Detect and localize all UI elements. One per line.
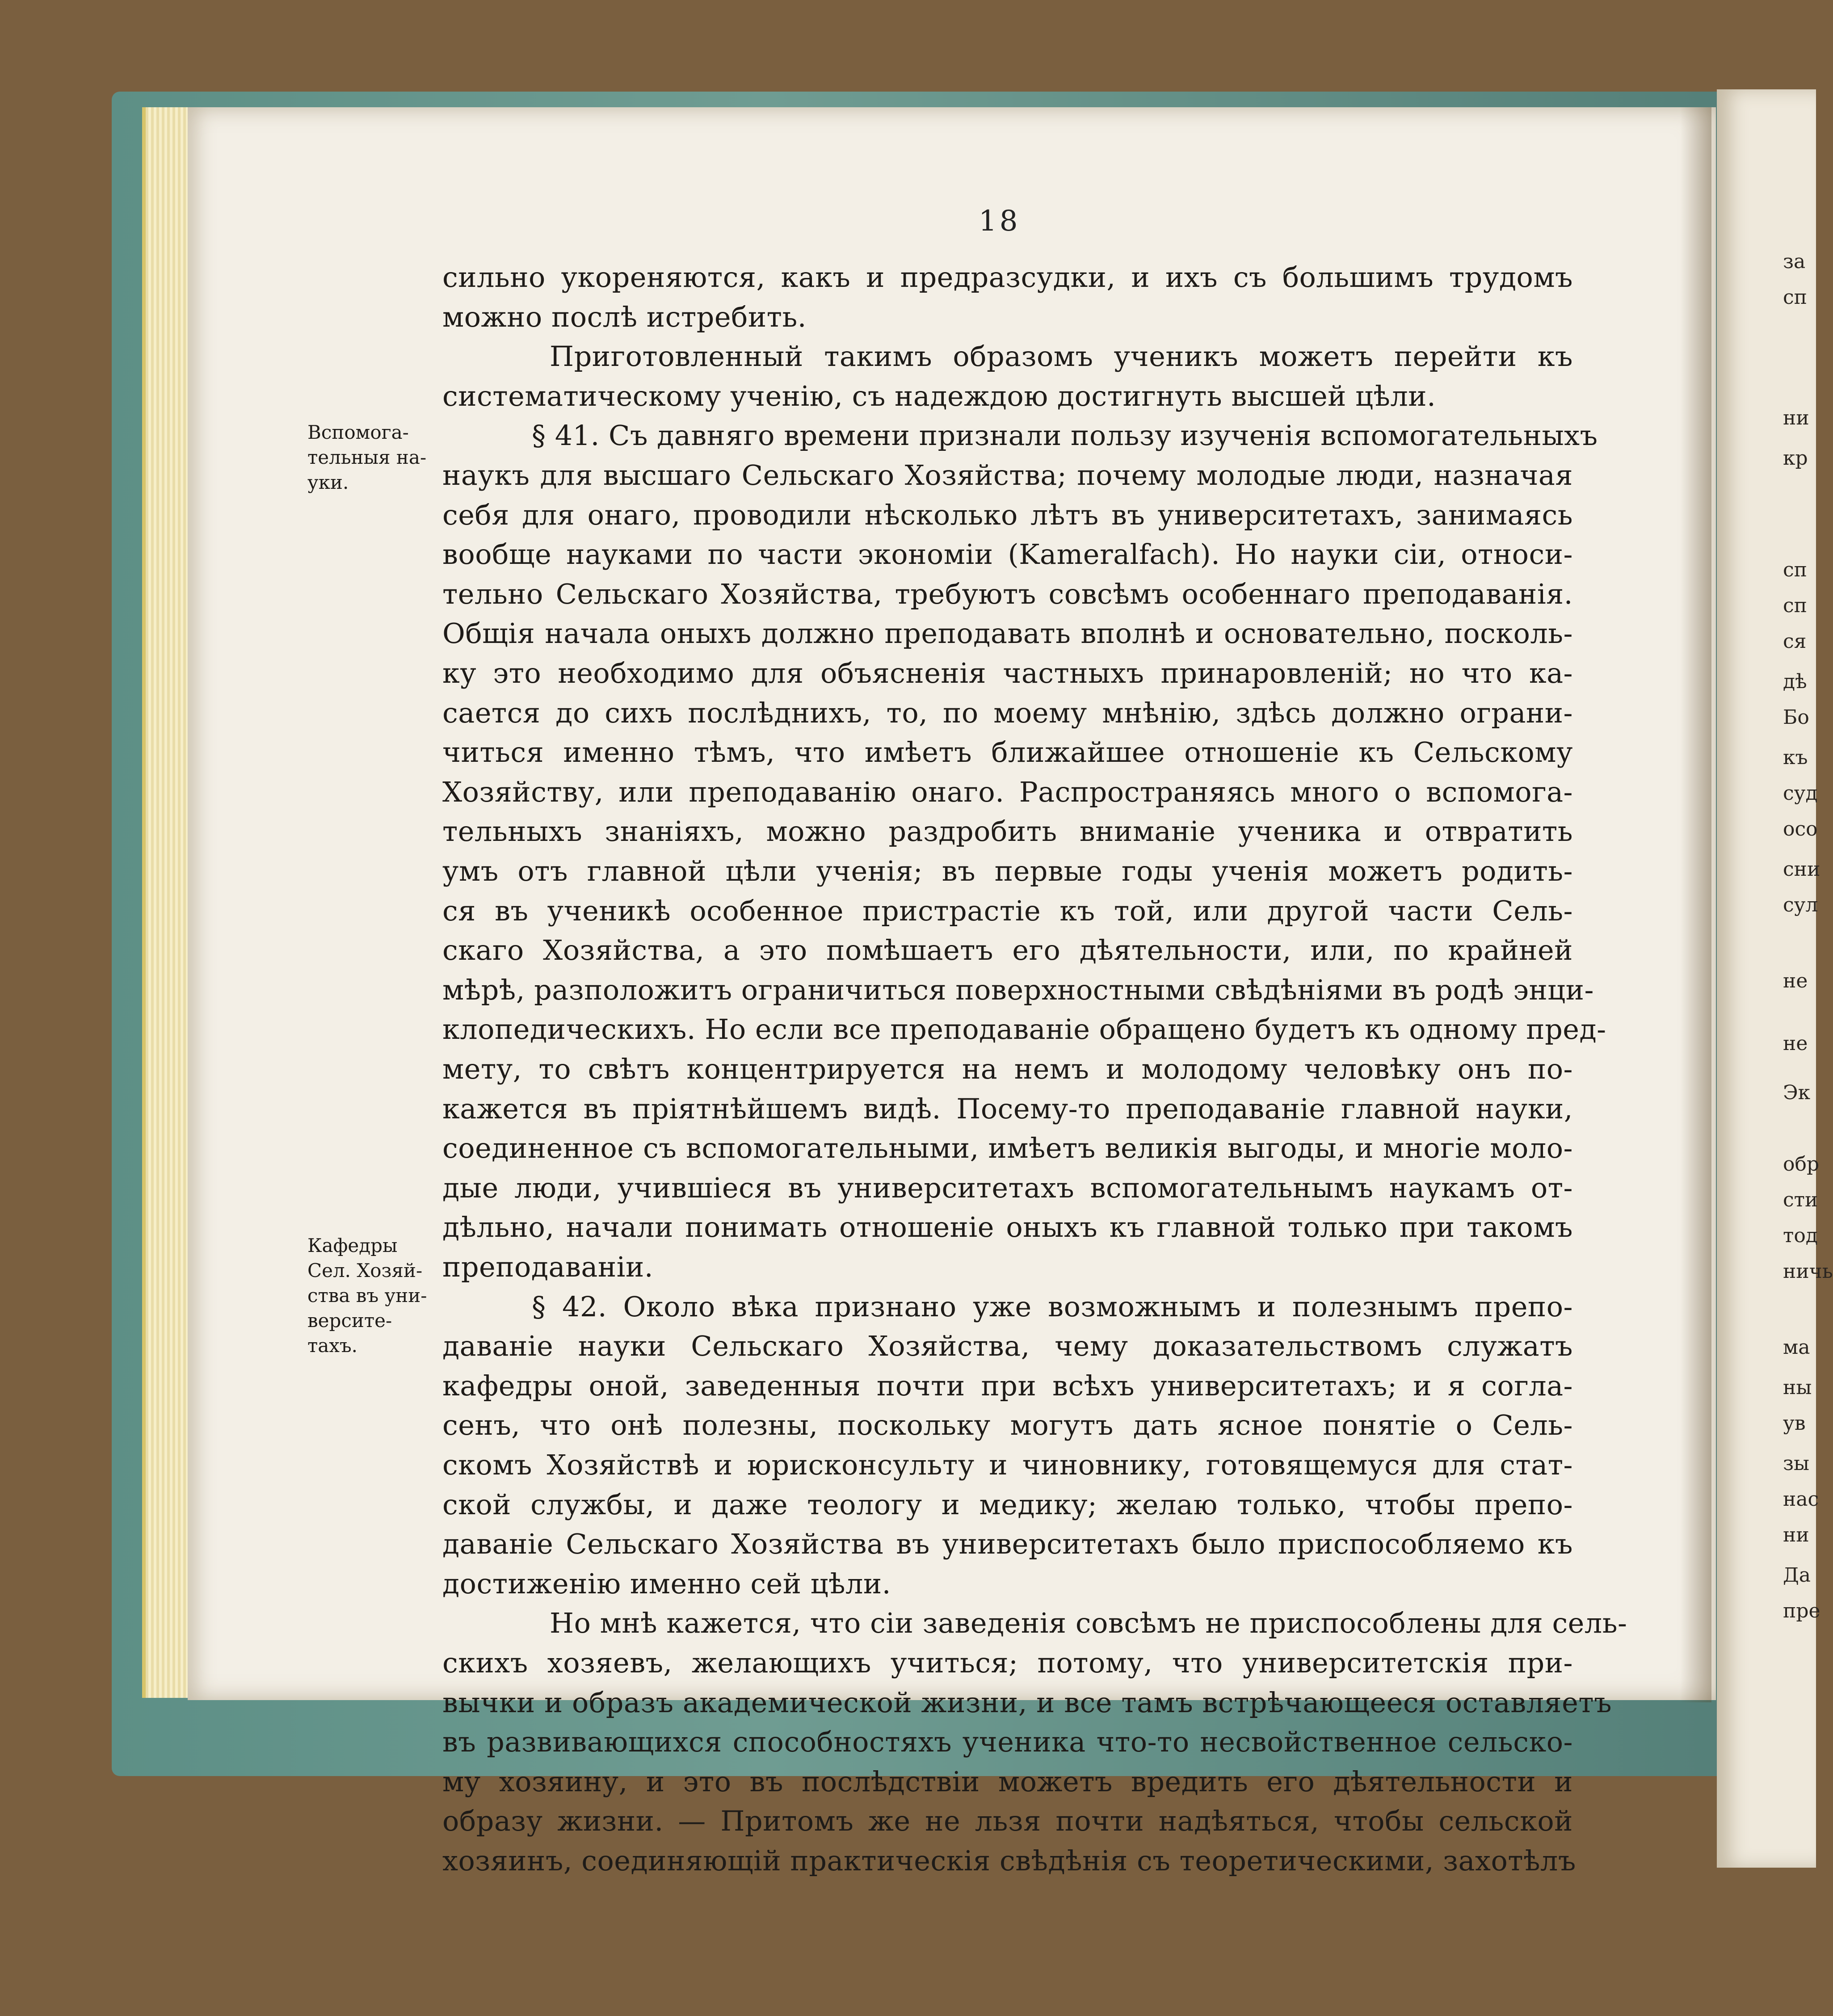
body-line: сильно укореняются, какъ и предразсудки, и ихъ съ большимъ трудомъ <box>442 261 1573 294</box>
body-line: Но мнѣ кажется, что сіи заведенія совсѣмъ не приспособлены для сель- <box>550 1607 1627 1639</box>
facing-page-fragment: ны <box>1783 1376 1812 1399</box>
facing-page-fragment: ничь <box>1783 1260 1833 1283</box>
body-line: образу жизни. — Притомъ же не льзя почти надѣяться, чтобы сельской <box>442 1805 1573 1837</box>
body-line: § 42. Около вѣка признано уже возможнымъ и полезнымъ препо- <box>532 1290 1573 1323</box>
page-gutter-shadow <box>1680 107 1711 1702</box>
facing-page-fragment: Эк <box>1783 1081 1811 1104</box>
facing-page-fragment: нас <box>1783 1488 1819 1511</box>
facing-page-fragment: дѣ <box>1783 670 1807 693</box>
facing-page-fragment: къ <box>1783 746 1808 769</box>
body-line: вообще науками по части экономіи (Kameralfach). Но науки сіи, относи- <box>442 538 1573 571</box>
body-line: преподаваніи. <box>442 1251 654 1283</box>
facing-page-fragment: ма <box>1783 1336 1810 1359</box>
facing-page-fragment: пре <box>1783 1600 1820 1622</box>
body-line: клопедическихъ. Но если все преподаваніе обращено будетъ къ одному пред- <box>442 1013 1606 1046</box>
body-line: кажется въ пріятнѣйшемъ видѣ. Посему-то преподаваніе главной науки, <box>442 1092 1573 1125</box>
facing-page-fragment: сти <box>1783 1189 1818 1211</box>
facing-page-fragment: не <box>1783 970 1808 992</box>
body-line: сенъ, что онѣ полезны, поскольку могутъ дать ясное понятіе о Сель- <box>442 1409 1573 1441</box>
body-line: достиженію именно сей цѣли. <box>442 1567 891 1600</box>
facing-page-fragment: сп <box>1783 559 1807 581</box>
body-line: дые люди, учившіеся въ университетахъ вспомогательнымъ наукамъ от- <box>442 1172 1573 1204</box>
page-number: 18 <box>979 205 1021 238</box>
body-line: мѣрѣ, разположитъ ограничиться поверхностными свѣдѣніями въ родѣ энци- <box>442 974 1594 1006</box>
facing-page-fragment: Бо <box>1783 706 1809 729</box>
body-line: мету, то свѣтъ концентрируется на немъ и молодому человѣку онъ по- <box>442 1053 1573 1085</box>
body-line: соединенное съ вспомогательными, имѣетъ великія выгоды, и многіе моло- <box>442 1132 1573 1164</box>
body-line: Хозяйству, или преподаванію онаго. Распространяясь много о вспомога- <box>442 776 1573 808</box>
body-line: можно послѣ истребить. <box>442 301 807 333</box>
margin-note-line: уки. <box>307 471 349 493</box>
body-line: наукъ для высшаго Сельскаго Хозяйства; почему молодые люди, назначая <box>442 459 1573 491</box>
body-line: Общія начала оныхъ должно преподавать вполнѣ и основательно, посколь- <box>442 617 1573 650</box>
margin-note-university-chairs <box>307 1233 441 1358</box>
body-line: даваніе науки Сельскаго Хозяйства, чему доказательствомъ служатъ <box>442 1330 1573 1362</box>
facing-page-fragment: зы <box>1783 1452 1810 1475</box>
body-line: себя для онаго, проводили нѣсколько лѣтъ въ университетахъ, занимаясь <box>442 499 1573 531</box>
facing-page-fragment: ся <box>1783 630 1807 653</box>
facing-page-fragment: кр <box>1783 447 1808 470</box>
body-line: кафедры оной, заведенныя почти при всѣхъ университетахъ; и я согла- <box>442 1369 1573 1402</box>
facing-page-fragment: осо <box>1783 818 1818 840</box>
body-line: му хозяину, и это въ послѣдствіи можетъ вредить его дѣятельности и <box>442 1765 1573 1798</box>
margin-note-line: Сел. Хозяй- <box>307 1260 423 1281</box>
body-line: ской службы, и даже теологу и медику; желаю только, чтобы препо- <box>442 1488 1573 1521</box>
body-line: Приготовленный такимъ образомъ ученикъ можетъ перейти къ <box>550 340 1573 373</box>
facing-page-fragment: сни <box>1783 858 1820 881</box>
body-line: читься именно тѣмъ, что имѣетъ ближайшее отношеніе къ Сельскому <box>442 736 1573 769</box>
page-edges <box>142 107 195 1698</box>
body-line: систематическому ученію, съ надеждою достигнуть высшей цѣли. <box>442 380 1436 412</box>
facing-page-fragment: не <box>1783 1032 1808 1055</box>
facing-page-fragment: ни <box>1783 407 1809 429</box>
body-line: ку это необходимо для объясненія частныхъ принаровленій; но что ка- <box>442 657 1573 689</box>
body-line: умъ отъ главной цѣли ученія; въ первые годы ученія можетъ родить- <box>442 855 1573 887</box>
margin-note-auxiliary-sciences <box>307 420 441 495</box>
facing-page-fragment: обр <box>1783 1153 1820 1176</box>
facing-page-fragment: за <box>1783 250 1806 273</box>
facing-page-fragment: суд <box>1783 782 1818 805</box>
body-line: дѣльно, начали понимать отношеніе оныхъ къ главной только при такомъ <box>442 1211 1573 1243</box>
margin-note-line: тахъ. <box>307 1335 358 1357</box>
facing-page-fragment: ув <box>1783 1412 1806 1435</box>
margin-note-line: версите- <box>307 1310 392 1331</box>
body-line: скомъ Хозяйствѣ и юрисконсульту и чиновнику, готовящемуся для стат- <box>442 1449 1573 1481</box>
body-line: въ развивающихся способностяхъ ученика что-то несвойственное сельско- <box>442 1726 1573 1758</box>
facing-page-fragment: сп <box>1783 594 1807 617</box>
body-line: вычки и образъ академической жизни, и все тамъ встрѣчающееся оставляетъ <box>442 1686 1612 1719</box>
margin-note-line: ства въ уни- <box>307 1285 427 1306</box>
body-line: тельно Сельскаго Хозяйства, требуютъ совсѣмъ особеннаго преподаванія. <box>442 578 1573 610</box>
body-line: хозяинъ, соединяющій практическія свѣдѣнія съ теоретическими, захотѣлъ <box>442 1844 1576 1877</box>
body-line: § 41. Съ давняго времени признали пользу изученія вспомогательныхъ <box>532 419 1598 452</box>
facing-page-fragment: ни <box>1783 1524 1809 1546</box>
facing-page-fragment: сул <box>1783 894 1818 916</box>
facing-page-fragment: Да <box>1783 1564 1811 1587</box>
body-line: скаго Хозяйства, а это помѣшаетъ его дѣятельности, или, по крайней <box>442 934 1573 966</box>
facing-page-fragment: сп <box>1783 286 1807 309</box>
body-line: ся въ ученикѣ особенное пристрастіе къ той, или другой части Сель- <box>442 895 1573 927</box>
margin-note-line: Вспомога- <box>307 421 409 443</box>
body-line: тельныхъ знаніяхъ, можно раздробить вниманіе ученика и отвратить <box>442 815 1573 848</box>
margin-note-line: тельныя на- <box>307 446 427 468</box>
margin-note-line: Кафедры <box>307 1235 398 1256</box>
body-line: сается до сихъ послѣднихъ, то, по моему мнѣнію, здѣсь должно ограни- <box>442 697 1573 729</box>
facing-page-fragment: тод <box>1783 1224 1818 1247</box>
body-line: скихъ хозяевъ, желающихъ учиться; потому, что университетскія при- <box>442 1646 1573 1679</box>
body-line: даваніе Сельскаго Хозяйства въ университетахъ было приспособляемо къ <box>442 1528 1573 1560</box>
